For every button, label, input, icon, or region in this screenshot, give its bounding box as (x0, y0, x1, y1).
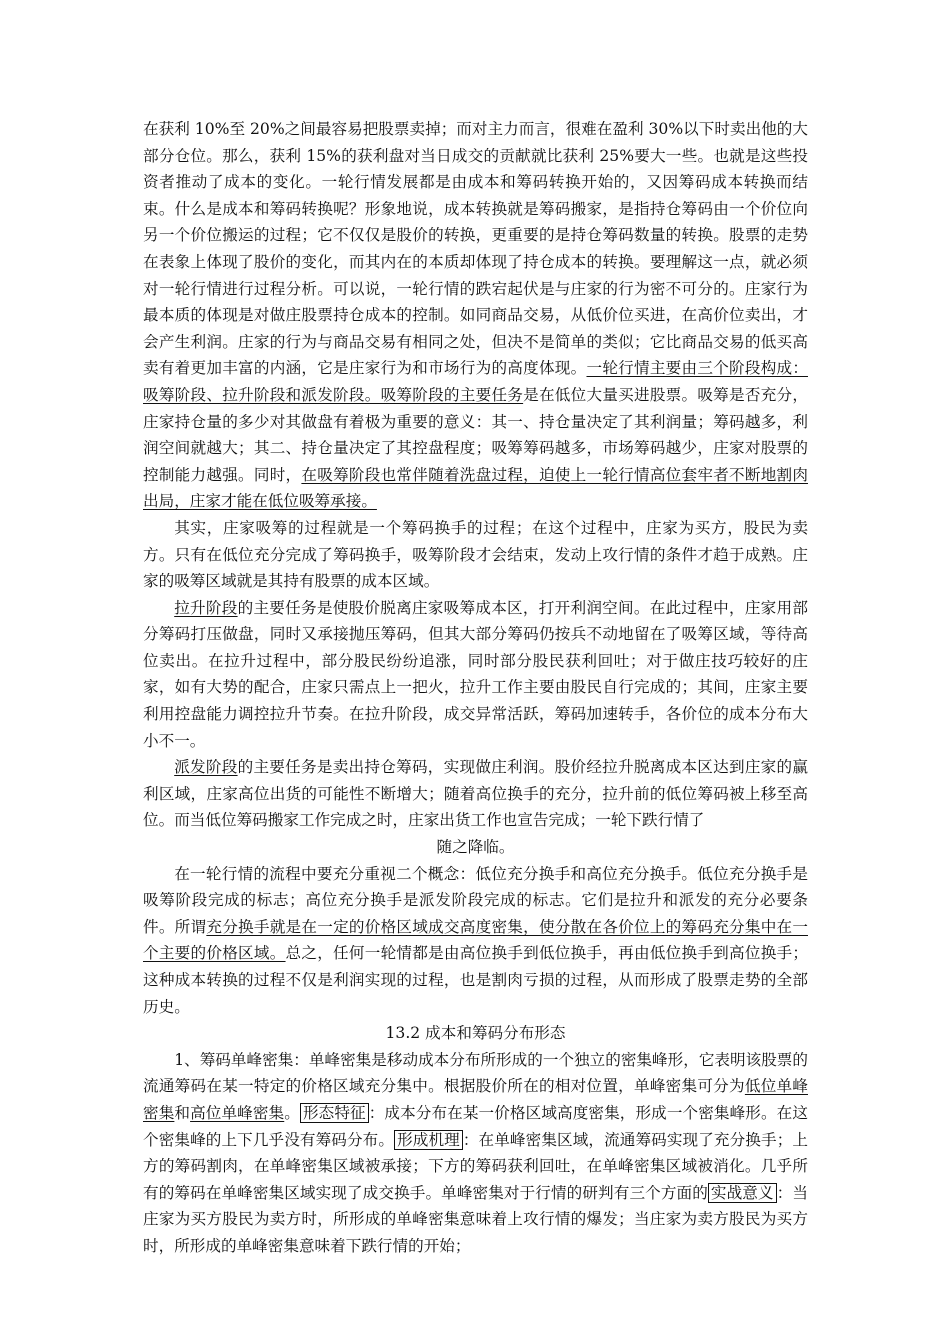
text: 总之，任何一轮情都是由高位换手到低位换手，再由低位换手到高位换手；这种成本转换的过程不仅是利润实现的过程，也是割肉亏损的过程，从而形成了股票走势的全部历史。 (143, 944, 808, 1016)
underlined-term: 低位单峰密集 (143, 1077, 808, 1122)
paragraph-turnover (143, 861, 808, 1021)
section-heading: 13.2 成本和筹码分布形态 (385, 1024, 566, 1043)
text: 的主要任务是卖出持仓筹码，实现做庄利润。股价经拉升脱离成本区达到庄家的赢利区域，庄家高位出货的可能性不断增大；随着高位换手的充分，拉升前的低位筹码被上移至高位。而当低位筹码搬家工作完成之时，庄家出货工作也宣告完成；一轮下跌行情了 (143, 758, 808, 830)
text: 和 (174, 1103, 191, 1122)
boxed-term: 形态特征 (300, 1103, 369, 1123)
text: 的主要任务是使股价脱离庄家吸筹成本区，打开利润空间。在此过程中，庄家用部分筹码打压做盘，同时又承接抛压筹码，但其大部分筹码仍按兵不动地留在了吸筹区域，等待高位卖出。在拉升过程中，部分股民纷纷追涨，同时部分股民获利回吐；对于做庄技巧较好的庄家，如有大势的配合，庄家只需点上一把火，拉升工作主要由股民自行完成的；其间，庄家主要利用控盘能力调控拉升节奏。在拉升阶段，成交异常活跃，筹码加速转手，各价位的成本分布大小不一。 (143, 598, 808, 750)
paragraph-accumulation: 其实，庄家吸筹的过程就是一个筹码换手的过程；在这个过程中，庄家为买方，股民为卖方。只有在低位充分完成了筹码换手，吸筹阶段才会结束，发动上攻行情的条件才趋于成熟。庄家的吸筹区域就是其持有股票的成本区域。 (143, 518, 808, 591)
text: 1、筹码单峰密集：单峰密集是移动成本分布所形成的一个独立的密集峰形，它表明该股票的流通筹码在某一特定的价格区域充分集中。根据股价所在的相对位置，单峰密集可分为 (143, 1050, 808, 1096)
paragraph-single-peak (143, 1047, 808, 1260)
boxed-term: 形成机理 (394, 1130, 463, 1150)
centered-line: 随之降临。 (436, 838, 515, 857)
paragraph-distribution-stage (143, 754, 808, 834)
underlined-text: 充分换手就是在一定的价格区域成交高度密集，使分散在各价位上的筹码充分集中在一个主要的价格区域。 (143, 917, 808, 963)
text: 是在低位大量买进股票。吸筹是否充分，庄家持仓量的多少对其做盘有着极为重要的意义：其一、持仓量决定了其利润量；筹码越多，利润空间就越大；其二、持仓量决定了其控盘程度；吸筹筹码越多，市场筹码越少，庄家对股票的控制能力越强。同时， (143, 385, 808, 484)
text: ：成本分布在某一价格区域高度密集，形成一个密集峰形。在这个密集峰的上下几乎没有筹码分布。 (143, 1103, 808, 1149)
paragraph-markup-stage (143, 595, 808, 755)
underlined-text: 在吸筹阶段也常伴随着洗盘过程，迫使上一轮行情高位套牢者不断地割肉出局，庄家才能在低位吸筹承接。 (143, 465, 808, 511)
text: 在获利 10%至 20%之间最容易把股票卖掉；而对主力而言，很难在盈利 30%以下时卖出他的大部分仓位。那么，获利 15%的获利盘对当日成交的贡献就比获利 25%要大一些。也就是这些投资者推动了成本的变化。一轮行情发展都是由成本和筹码转换开始的，又因筹码成本转换而结束。什么是成本和筹码转换呢？形象地说，成本转换就是筹码搬家，是指持仓筹码由一个价位向另一个价位搬运的过程；它不仅仅是股价的转换，更重要的是持仓筹码数量的转换。股票的走势在表象上体现了股价的变化，而其内在的本质却体现了持仓成本的转换。要理解这一点，就必须对一轮行情进行过程分析。可以说，一轮行情的跌宕起伏是与庄家的行为密不可分的。庄家行为最本质的体现是对做庄股票持仓成本的控制。如同商品交易，从低价位买进，在高价位卖出，才会产生利润。庄家的行为与商品交易有相同之处，但决不是简单的类似；它比商品交易的低买高卖有着更加丰富的内涵，它是庄家行为和市场行为的高度体现。 (143, 120, 808, 378)
text: ：在单峰密集区域，流通筹码实现了充分换手；上方的筹码割肉，在单峰密集区域被承接；下方的筹码获利回吐，在单峰密集区域被消化。几乎所有的筹码在单峰密集区域实现了成交换手。单峰密集对于行情的研判有三个方面的 (143, 1130, 808, 1202)
underlined-term: 拉升阶段 (174, 598, 238, 617)
boxed-term: 实战意义 (708, 1183, 777, 1203)
underlined-term: 派发阶段 (174, 758, 238, 777)
document-page (143, 116, 808, 1260)
text: ：当庄家为买方股民为卖方时，所形成的单峰密集意味着上攻行情的爆发；当庄家为卖方股民为买方时，所形成的单峰密集意味着下跌行情的开始； (143, 1183, 808, 1255)
text: 在一轮行情的流程中要充分重视二个概念：低位充分换手和高位充分换手。低位充分换手是吸筹阶段完成的标志；高位充分换手是派发阶段完成的标志。它们是拉升和派发的充分必要条件。所谓 (143, 864, 808, 936)
paragraph-cost-conversion (143, 116, 808, 515)
underlined-term: 高位单峰密集 (190, 1103, 285, 1122)
text: 。 (284, 1103, 300, 1122)
underlined-text: 一轮行情主要由三个阶段构成：吸筹阶段、拉升阶段和派发阶段。吸筹阶段的主要任务 (143, 359, 808, 404)
